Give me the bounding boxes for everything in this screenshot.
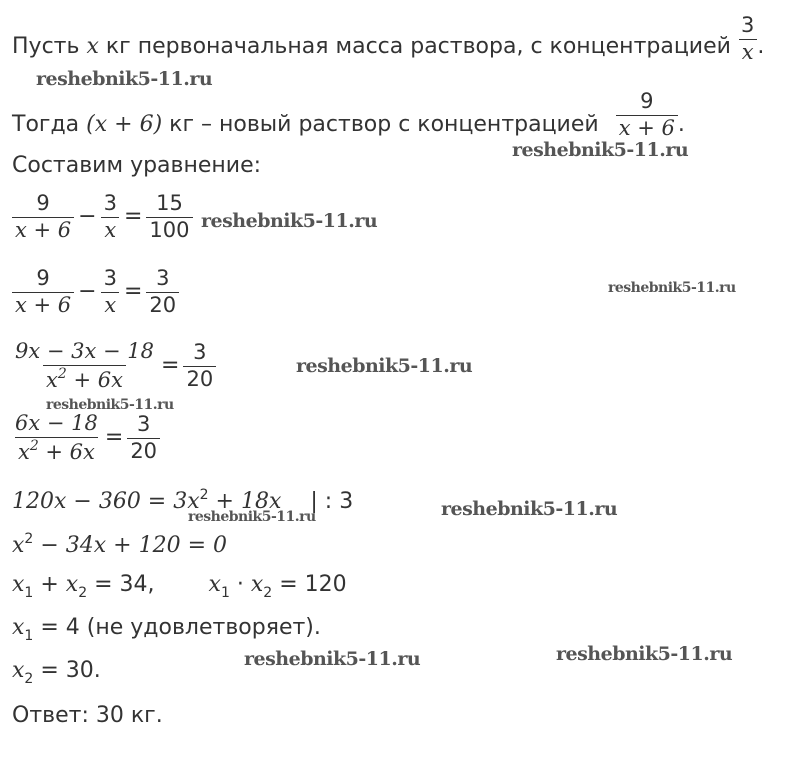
then-rest: кг – новый раствор с концентрацией	[169, 112, 599, 138]
watermark: reshebnik5-11.ru	[512, 139, 689, 161]
then-lead: Тогда	[12, 112, 80, 138]
vieta-line: $x_1 + x_2 = 34$, $x_1 \cdot x_2 = 120$	[12, 572, 347, 601]
intro-var: x	[86, 34, 99, 60]
watermark: reshebnik5-11.ru	[244, 648, 421, 670]
then-line: Тогда (x + 6) кг – новый раствор с концентрацией $\frac{9}{x + 6}$ .	[12, 89, 685, 140]
watermark: reshebnik5-11.ru	[441, 498, 618, 520]
equation-3: $\frac{9x - 3x - 18}{x^2 + 6x}$ = $\frac{3}{20}$	[12, 340, 216, 392]
intro-lead: Пусть	[12, 34, 80, 60]
equation-heading: Составим уравнение:	[12, 153, 262, 178]
then-concentration-fraction: $\frac{9}{x + 6}$	[616, 90, 678, 140]
equation-4: $\frac{6x - 18}{x^2 + 6x}$ = $\frac{3}{20}$	[12, 412, 160, 464]
equation-5: $120x - 360 = 3x^2 + 18x$ | : 3	[12, 487, 354, 514]
watermark: reshebnik5-11.ru	[36, 68, 213, 90]
watermark: reshebnik5-11.ru	[556, 643, 733, 665]
intro-concentration-fraction: $\frac{3}{x}$	[738, 14, 757, 64]
watermark: reshebnik5-11.ru	[46, 397, 174, 413]
watermark: reshebnik5-11.ru	[296, 355, 473, 377]
root-1-line: $x_1 = 4$ (не удовлетворяет).	[12, 615, 321, 644]
intro-line: Пусть x кг первоначальная масса раствора, с концентрацией $\frac{3}{x}$ .	[12, 13, 765, 64]
equation-2: $\frac{9}{x + 6}$ − $\frac{3}{x}$ = $\frac{3}{20}$	[12, 267, 179, 317]
watermark: reshebnik5-11.ru	[608, 280, 736, 296]
root-2-line: $x_2 = 30$.	[12, 658, 101, 687]
watermark: reshebnik5-11.ru	[201, 210, 378, 232]
watermark: reshebnik5-11.ru	[188, 509, 316, 525]
division-note: | : 3	[310, 489, 354, 514]
then-expr: (x + 6)	[86, 112, 163, 138]
answer-line: Ответ: 30 кг.	[12, 703, 163, 728]
equation-6: $x^2 - 34x + 120 = 0$	[12, 531, 227, 558]
intro-rest: кг первоначальная масса раствора, с концентрацией	[105, 34, 731, 60]
equation-1: $\frac{9}{x + 6}$ − $\frac{3}{x}$ = $\frac{15}{100}$	[12, 192, 193, 242]
